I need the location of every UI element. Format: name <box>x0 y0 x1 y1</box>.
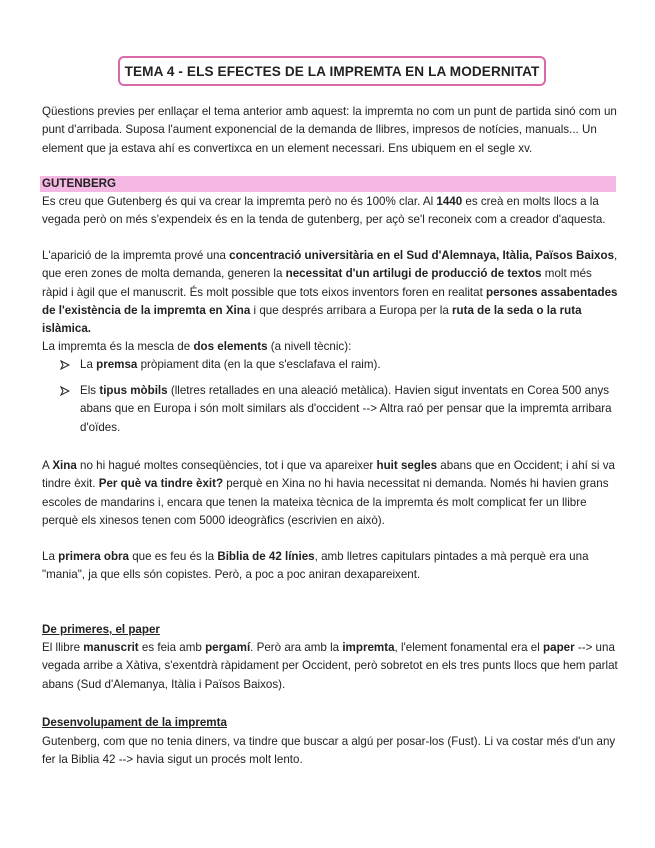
page-title <box>118 56 546 86</box>
xina-paragraph: A Xina no hi hagué moltes conseqüències, tot i que va apareixer huit segles abans que en Occident; i ahí si va tindre èxit. Per què va tindre èxit? perquè en Xina no hi havia necessitat ni demanda. Només hi havien grans escoles de mandarins i, encara que tenen la mateixa tècnica de la impremta és molt complicat fer un llibre perquè els xinesos tenen com 5000 ideogràfics (escrivien en això). <box>42 459 615 527</box>
arrowhead-bullet-icon <box>60 358 74 376</box>
section-heading-gutenberg: GUTENBERG <box>42 177 117 190</box>
paper-paragraph: El llibre manuscrit es feia amb pergamí. Però ara amb la impremta, l'element fonamental era el paper --> una vegada arribe a Xàtiva, s'exentdrà ràpidament per Occident, però sobretot en els tres punts llocs que hem parlat abans (Sud d'Alemanya, Itàlia i Països Baixos). <box>42 641 618 691</box>
list-item: Els tipus mòbils (lletres retallades en una aleació metàlica). Havien sigut inventats en Corea 500 anys abans que en Europa i són molt similars als d'occident --> Altra raó per pensar que la impremta arribara d'oïdes. <box>80 384 612 434</box>
arrowhead-bullet-icon <box>60 384 74 402</box>
page-title-text: TEMA 4 - ELS EFECTES DE LA IMPREMTA EN LA MODERNITAT <box>124 63 540 79</box>
gutenberg-paragraph-2: L'aparició de la impremta prové una concentració universitària en el Sud d'Alemnaya, Itàlia, Països Baixos, que eren zones de molta demanda, generen la necessitat d'un artilugi de producció de textos molt més ràpid i àgil que el manuscrit. És molt possible que tots eixos inventors foren en realitat persones assabentades de l'existència de la impremta en Xina i que després arribara a Europa per la ruta de la seda o la ruta islàmica. <box>42 249 618 336</box>
section-heading-paper: De primeres, el paper <box>42 623 160 636</box>
section-heading-desenvolupament: Desenvolupament de la impremta <box>42 716 227 729</box>
intro-paragraph: Qüestions previes per enllaçar el tema anterior amb aquest: la impremtа no com un punt de partida sinó com un punt d'arribada. Suposa l'aument exponencial de la demanda de llibres, impresos de notícies, manuals... Un element que ja estava ahí es convertixca en un element necessari. Ens ubiquem en el segle xv. <box>42 105 617 155</box>
biblia-paragraph: La primera obra que es feu és la Biblia de 42 línies, amb lletres capitulars pintades a mà perquè era una "mania", ja que ells són copistes. Però, a poc a poc aniran dexapareixent. <box>42 550 589 582</box>
gutenberg-paragraph-1: Es creu que Gutenberg és qui va crear la impremtа però no és 100% clar. Al 1440 es creà en molts llocs a la vegada però on més s'expendeix és en la tenda de gutenberg, per açò se'l reconeix com a creador d'aquesta. <box>42 195 606 227</box>
section-band-gutenberg <box>40 176 616 192</box>
elements-paragraph: La impremta és la mescla de dos elements (a nivell tècnic): <box>42 340 352 353</box>
list-item: La premsa pròpiament dita (en la que s'esclafava el raim). <box>80 358 381 371</box>
desenvolupament-paragraph: Gutenberg, com que no tenia diners, va tindre que buscar a algú per posar-los (Fust). Li va costar més d'un any fer la Biblia 42 --> havia sigut un procés molt lento. <box>42 735 616 767</box>
